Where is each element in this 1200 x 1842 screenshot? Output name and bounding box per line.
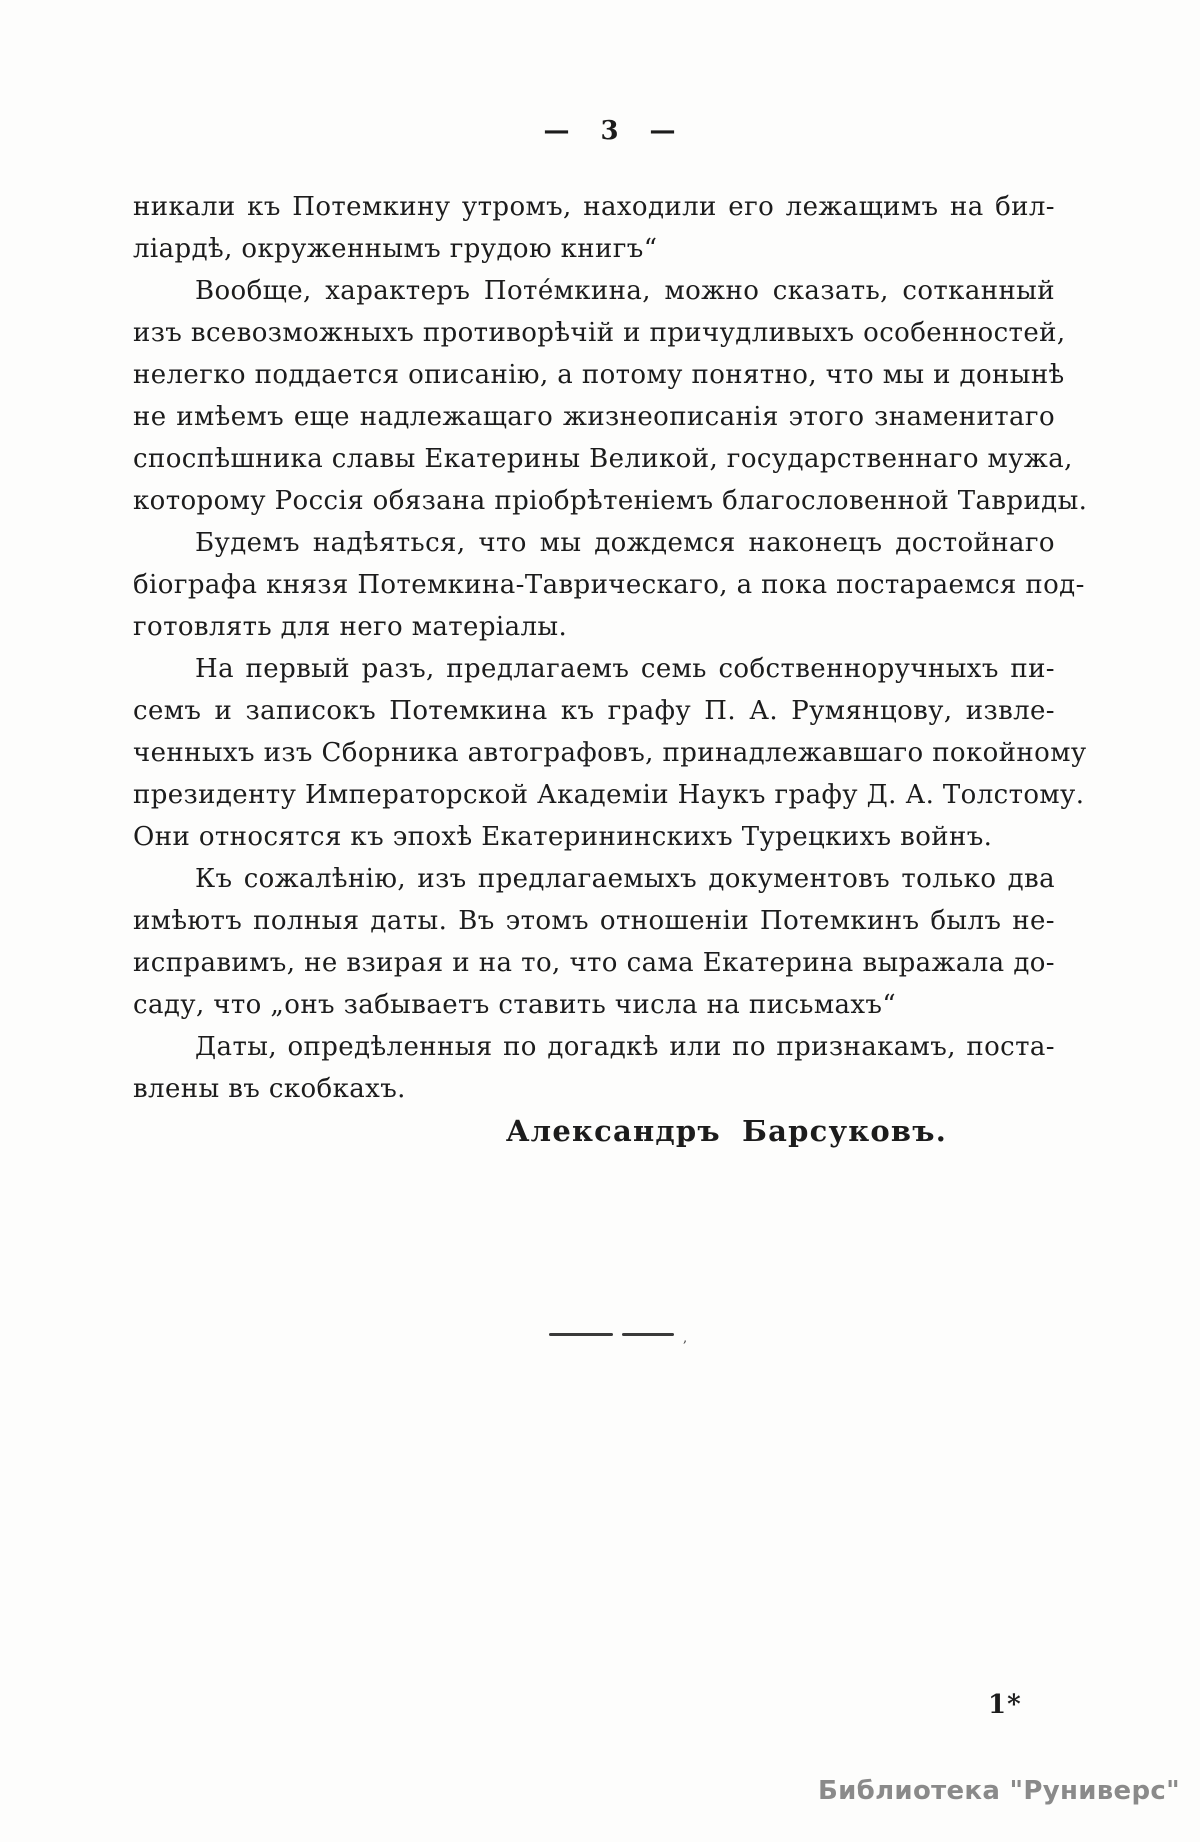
text-line: президенту Императорской Академіи Наукъ графу Д. А. Толстому.: [133, 780, 1085, 810]
divider-bar-left: [549, 1333, 613, 1336]
text-line: изъ всевозможныхъ противорѣчій и причудливыхъ особенностей,: [133, 318, 1066, 348]
text-line: никали къ Потемкину утромъ, находили его лежащимъ на бил-: [133, 192, 1055, 222]
page-number-value: 3: [600, 116, 620, 146]
text-line: имѣютъ полныя даты. Въ этомъ отношеніи Потемкинъ былъ не-: [133, 906, 1055, 936]
text-line: не имѣемъ еще надлежащаго жизнеописанія этого знаменитаго: [133, 402, 1055, 432]
text-line: ліардѣ, окруженнымъ грудою книгъ“: [133, 234, 658, 264]
text-line: Они относятся къ эпохѣ Екатерининскихъ Турецкихъ войнъ.: [133, 822, 993, 852]
text-line: Къ сожалѣнію, изъ предлагаемыхъ документовъ только два: [195, 864, 1055, 894]
page-number: [10, 116, 1200, 146]
divider-speck: ,: [683, 1331, 688, 1346]
section-divider: [549, 1329, 688, 1346]
text-line: саду, что „онъ забываетъ ставить числа на письмахъ“: [133, 990, 897, 1020]
author-signature: Александръ Барсуковъ.: [505, 1114, 947, 1148]
text-line: біографа князя Потемкина-Таврическаго, а пока постараемся под-: [133, 570, 1085, 600]
text-line: нелегко поддается описанію, а потому понятно, что мы и донынѣ: [133, 360, 1065, 390]
text-line: семъ и записокъ Потемкина къ графу П. А. Румянцову, извле-: [133, 696, 1055, 726]
text-line: влены въ скобкахъ.: [133, 1074, 406, 1104]
text-line: готовлять для него матеріалы.: [133, 612, 568, 642]
library-watermark: Библиотека "Руниверс": [818, 1776, 1180, 1806]
text-line: Даты, опредѣленныя по догадкѣ или по признакамъ, поста-: [195, 1032, 1055, 1062]
text-line: ченныхъ изъ Сборника автографовъ, принадлежавшаго покойному: [133, 738, 1087, 768]
text-line: споспѣшника славы Екатерины Великой, государственнаго мужа,: [133, 444, 1073, 474]
page-number-left-dash: —: [543, 116, 571, 146]
text-line: Вообще, характеръ Поте́мкина, можно сказать, сотканный: [195, 276, 1055, 306]
text-block: [133, 186, 1088, 1110]
page-number-right-dash: —: [649, 116, 677, 146]
text-line: Будемъ надѣяться, что мы дождемся наконецъ достойнаго: [195, 528, 1055, 558]
text-line: исправимъ, не взирая и на то, что сама Екатерина выражала до-: [133, 948, 1055, 978]
text-line: которому Россія обязана пріобрѣтеніемъ благословенной Тавриды.: [133, 486, 1088, 516]
divider-bar-right: [622, 1333, 674, 1336]
text-line: На первый разъ, предлагаемъ семь собственноручныхъ пи-: [195, 654, 1055, 684]
quire-mark: 1*: [988, 1690, 1022, 1720]
